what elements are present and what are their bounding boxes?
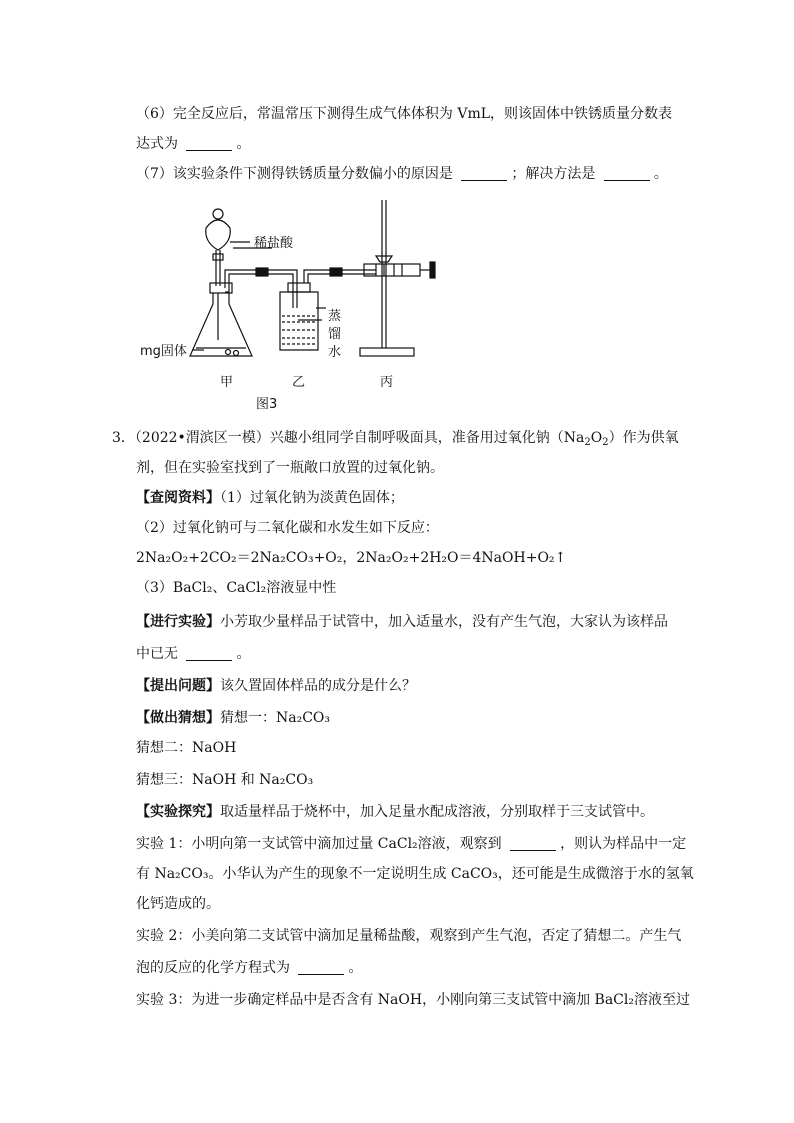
water-label-1: 蒸 [328, 309, 342, 324]
solid-label: mg固体 [140, 344, 187, 359]
test1-line3: 化钙造成的。 [136, 896, 220, 912]
stand-base-icon [360, 348, 414, 356]
q3-intro1: 3．（2022•渭滨区一模）兴趣小组同学自制呼吸面具，准备用过氧化钠$(Na_2O_2)$作为供氧 [112, 430, 679, 448]
water-label-3: 水 [328, 345, 342, 360]
label-bing: 丙 [380, 375, 394, 390]
q6-line2: 达式为 。 [136, 136, 251, 152]
question-line: 【提出问题】该久置固体样品的成分是什么？ [136, 678, 416, 694]
q6-line1: （6）完全反应后，常温常压下测得生成气体体积为 VmL，则该固体中铁锈质量分数表 [136, 106, 673, 122]
label-yi: 乙 [292, 375, 306, 390]
experiment-line1: 【进行实验】小芳取少量样品于试管中，加入适量水，没有产生气泡，大家认为该样品 [136, 614, 668, 630]
test1-line1: 实验 1：小明向第一支试管中滴加过量 CaCl₂溶液，观察到 ，则认为样品中一定 [136, 836, 687, 852]
test2-line2: 泡的反应的化学方程式为 。 [136, 960, 363, 976]
consult-line2: （2）过氧化钠可与二氧化碳和水发生如下反应： [136, 520, 439, 536]
guess-line3: 猜想三：NaOH 和 Na₂CO₃ [136, 772, 314, 788]
test1-line2: 有 Na₂CO₃。小华认为产生的现象不一定说明生成 CaCO₃，还可能是生成微溶于水的氢氧 [136, 866, 694, 882]
reaction-equations: 2Na₂O₂+2CO₂＝2Na₂CO₃+O₂，2Na₂O₂+2H₂O＝4NaOH+O₂↑ [136, 550, 567, 566]
answer-blank[interactable] [604, 166, 650, 181]
q3-intro2: 剂，但在实验室找到了一瓶敞口放置的过氧化钠。 [136, 460, 444, 476]
answer-blank[interactable] [186, 136, 232, 151]
answer-blank[interactable] [461, 166, 507, 181]
answer-blank[interactable] [298, 960, 344, 975]
figure-caption: 图3 [256, 397, 278, 412]
wash-bottle-icon [280, 292, 318, 350]
label-jia: 甲 [220, 375, 234, 390]
water-label-2: 馏 [328, 327, 342, 342]
experiment-line2: 中已无 。 [136, 646, 251, 662]
conical-flask-icon [190, 293, 252, 356]
separatory-funnel-icon [206, 220, 231, 250]
answer-blank[interactable] [186, 646, 232, 661]
acid-label: 稀盐酸 [254, 236, 294, 251]
explore-line: 【实验探究】取适量样品于烧杯中，加入足量水配成溶液，分别取样于三支试管中。 [136, 804, 654, 820]
consult-line3: （3）BaCl₂、CaCl₂溶液显中性 [136, 580, 337, 596]
guess-line1: 【做出猜想】猜想一：Na₂CO₃ [136, 710, 331, 726]
test3-line1: 实验 3：为进一步确定样品中是否含有 NaOH，小刚向第三支试管中滴加 BaCl₂溶液至过 [136, 992, 690, 1008]
answer-blank[interactable] [510, 836, 556, 851]
q7-line: （7）该实验条件下测得铁锈质量分数偏小的原因是 ；解决方法是 。 [136, 166, 668, 182]
guess-line2: 猜想二：NaOH [136, 740, 237, 756]
apparatus-figure [132, 190, 452, 420]
funnel-stopper-icon [213, 209, 223, 219]
test2-line1: 实验 2：小美向第二支试管中滴加足量稀盐酸，观察到产生气泡，否定了猜想二。产生气 [136, 928, 682, 944]
consult-line1: 【查阅资料】（1）过氧化钠为淡黄色固体； [136, 490, 404, 506]
